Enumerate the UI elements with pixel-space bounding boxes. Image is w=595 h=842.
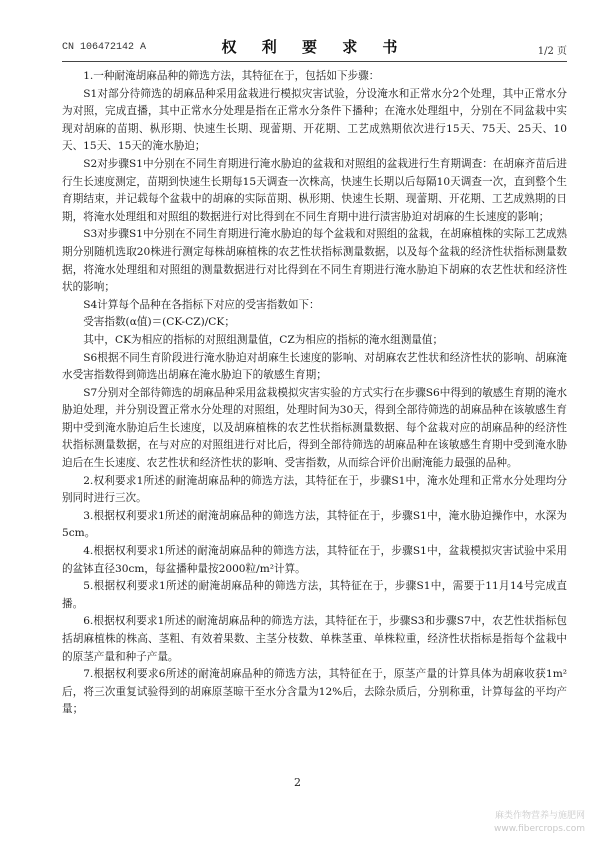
claim-7: 7.根据权利要求6所述的耐淹胡麻品种的筛选方法，其特征在于，原茎产量的计算具体为胡麻收获1m²后，将三次重复试验得到的胡麻原茎晾干至水分含量为12%后，去除杂质后，分别称重，计算每盆的平均产量； <box>62 668 567 716</box>
claim-step-s6: S6根据不同生育阶段进行淹水胁迫对胡麻生长速度的影响、对胡麻农艺性状和经济性状的影响、胡麻淹水受害指数得到筛选出胡麻在淹水胁迫下的敏感生育期； <box>62 351 567 382</box>
claim-step-s7: S7分别对全部待筛选的胡麻品种采用盆栽模拟灾害实验的方式实行在步骤S6中得到的敏感生育期的淹水胁迫处理，并分别设置正常水分处理的对照组，处理时间为30天，得到全部待筛选的胡麻品种在该敏感生育期中受到淹水胁迫后生长速度，以及胡麻植株的农艺性状指标测量数据、每个盆栽对应的胡麻品种的经济性状指标测量数据，在与对应的对照组进行对比后，得到全部待筛选的胡麻品种在该敏感生育期中受到淹水胁迫后在生长速度、农艺性状和经济性状的影响、受害指数，从而综合评价出耐淹能力最强的品种。 <box>62 386 567 470</box>
document-title: 权 利 要 求 书 <box>221 38 408 56</box>
claim-3: 3.根据权利要求1所述的耐淹胡麻品种的筛选方法，其特征在于，步骤S1中，淹水胁迫操作中，水深为5cm。 <box>62 509 567 540</box>
claim-formula-note: 其中，CK为相应的指标的对照组测量值，CZ为相应的指标的淹水组测量值； <box>83 333 444 346</box>
watermark-url: www.fibercrops.com <box>494 824 585 834</box>
claim-step-s3: S3对步骤S1中分别在不同生育期进行淹水胁迫的每个盆栽和对照组的盆栽，在胡麻植株的实际工艺成熟期分别随机选取20株进行测定每株胡麻植株的农艺性状指标测量数据，以及每个盆栽的经济性状指标测量数据，将淹水处理组和对照组的测量数据进行对比得到在不同生育期进行淹水胁迫下胡麻的农艺性状和经济性状的影响； <box>62 228 567 294</box>
watermark-title: 麻类作物营养与施肥网 <box>494 811 585 821</box>
claim-6: 6.根据权利要求1所述的耐淹胡麻品种的筛选方法，其特征在于，步骤S3和步骤S7中，农艺性状指标包括胡麻植株的株高、茎粗、有效着果数、主茎分枝数、单株茎重、单株粒重，经济性状指标是指每个盆栽中的原茎产量和种子产量。 <box>62 615 567 663</box>
header-divider <box>62 61 567 62</box>
page-header <box>62 36 567 58</box>
claim-1-intro: 1.一种耐淹胡麻品种的筛选方法，其特征在于，包括如下步骤： <box>83 70 380 82</box>
claim-4: 4.根据权利要求1所述的耐淹胡麻品种的筛选方法，其特征在于，步骤S1中，盆栽模拟灾害试验中采用的盆钵直径30cm，每盆播种量按2000粒/m²计算。 <box>62 545 567 575</box>
claims-body <box>62 68 567 719</box>
page-number: 2 <box>294 776 301 789</box>
claim-5: 5.根据权利要求1所述的耐淹胡麻品种的筛选方法，其特征在于，步骤S1中，需要于11月14号完成直播。 <box>62 580 567 610</box>
claim-step-s2: S2对步骤S1中分别在不同生育期进行淹水胁迫的盆栽和对照组的盆栽进行生育期调查：在胡麻齐苗后进行生长速度测定，苗期到快速生长期每15天调查一次株高，快速生长期以后每隔10天调查一次，直到整个生育期结束，并记载每个盆栽中的胡麻的实际苗期、枞形期、快速生长期、现蕾期、开花期、工艺成熟期的日期，将淹水处理组和对照组的数据进行对比得到在不同生育期中进行渍害胁迫对胡麻的生长速度的影响； <box>62 157 567 223</box>
watermark <box>494 810 585 836</box>
patent-number: CN 106472142 A <box>62 42 147 53</box>
claim-formula: 受害指数(α值)＝(CK-CZ)/CK； <box>83 316 235 329</box>
claim-2: 2.权利要求1所述的耐淹胡麻品种的筛选方法，其特征在于，步骤S1中，淹水处理和正常水分处理均分别同时进行三次。 <box>62 474 567 505</box>
claim-step-s4: S4计算每个品种在各指标下对应的受害指数如下： <box>83 298 320 311</box>
page-info: 1/2 页 <box>537 46 567 57</box>
claim-step-s1: S1对部分待筛选的胡麻品种采用盆栽进行模拟灾害试验，分设淹水和正常水分2个处理，其中正常水分为对照，完成直播，其中正常水分处理是指在正常水分条件下播种；在淹水处理组中，分别在不同盆栽中实现对胡麻的苗期、枞形期、快速生长期、现蕾期、开花期、工艺成熟期依次进行15天、75天、25天、10天、15天、15天的淹水胁迫； <box>62 87 567 153</box>
